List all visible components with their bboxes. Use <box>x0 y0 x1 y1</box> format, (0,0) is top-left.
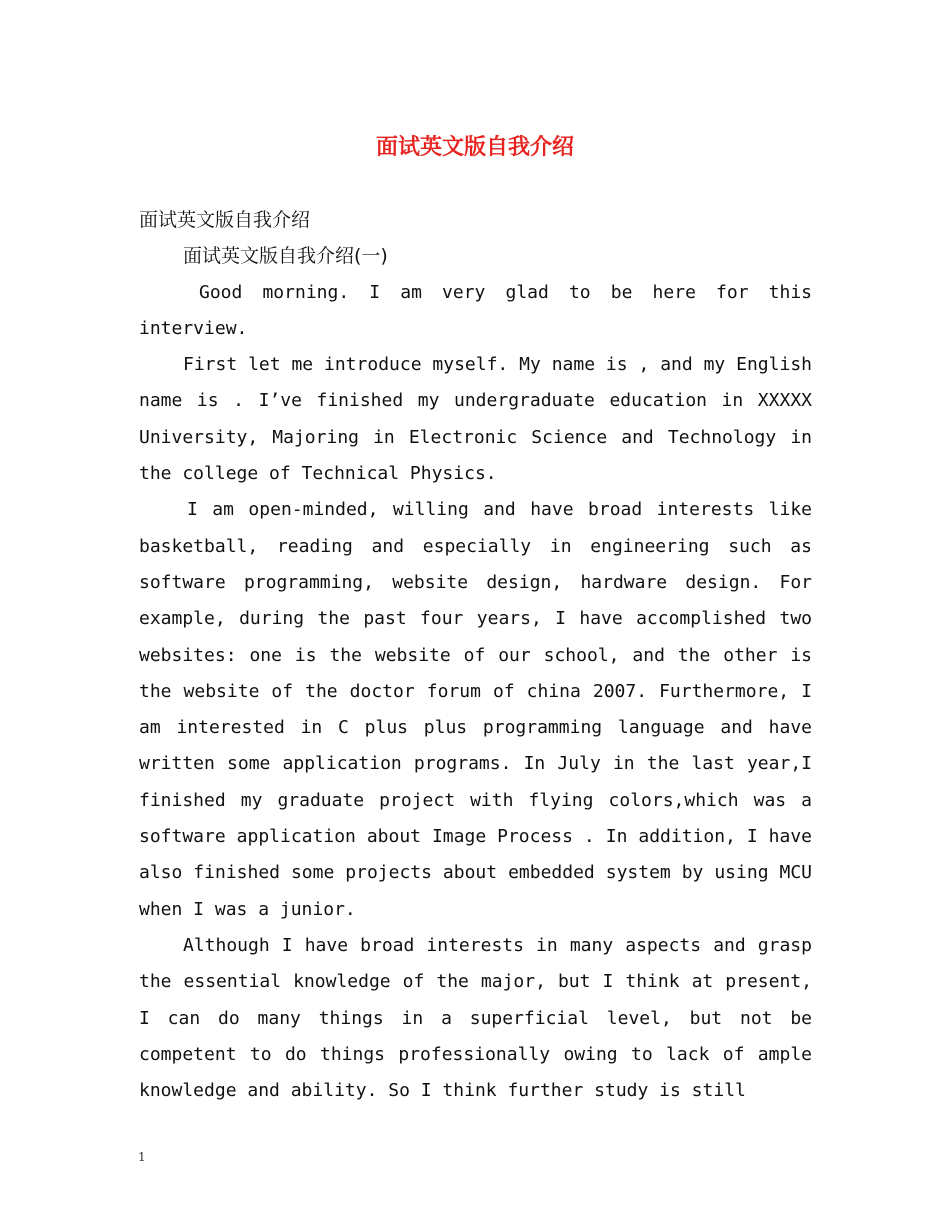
section-subheading: 面试英文版自我介绍(一) <box>183 245 388 268</box>
page-number: 1 <box>138 1150 146 1164</box>
paragraph-further-study: Although I have broad interests in many aspects and grasp the essential knowledge of the major, but I think at present, I can do many things in a superficial level, but not be competent to do things professionally owing to lack of ample knowledge and ability. So I think further study is still <box>139 934 812 1102</box>
paragraph-interests: I am open-minded, willing and have broad interests like basketball, reading and especially in engineering such as software programming, website design, hardware design. For example, during the past four years, I have accomplished two websites: one is the website of our school, and the other is the website of the doctor forum of china 2007. Furthermore, I am interested in C plus plus programming language and have written some application programs. In July in the last year,I finished my graduate project with flying colors,which was a software application about Image Process . In addition, I have also finished some projects about embedded system by using MCU when I was a junior. <box>139 499 812 920</box>
paragraph-introduction: First let me introduce myself. My name is , and my English name is . I’ve finished my undergraduate education in XXXXX University, Majoring in Electronic Science and Technology in the college of Technical Physics. <box>139 354 812 485</box>
document-body <box>139 202 812 1109</box>
document-title: 面试英文版自我介绍 <box>375 135 574 160</box>
section-heading: 面试英文版自我介绍 <box>139 209 311 231</box>
paragraph-greeting: Good morning. I am very glad to be here for this interview. <box>139 281 812 339</box>
